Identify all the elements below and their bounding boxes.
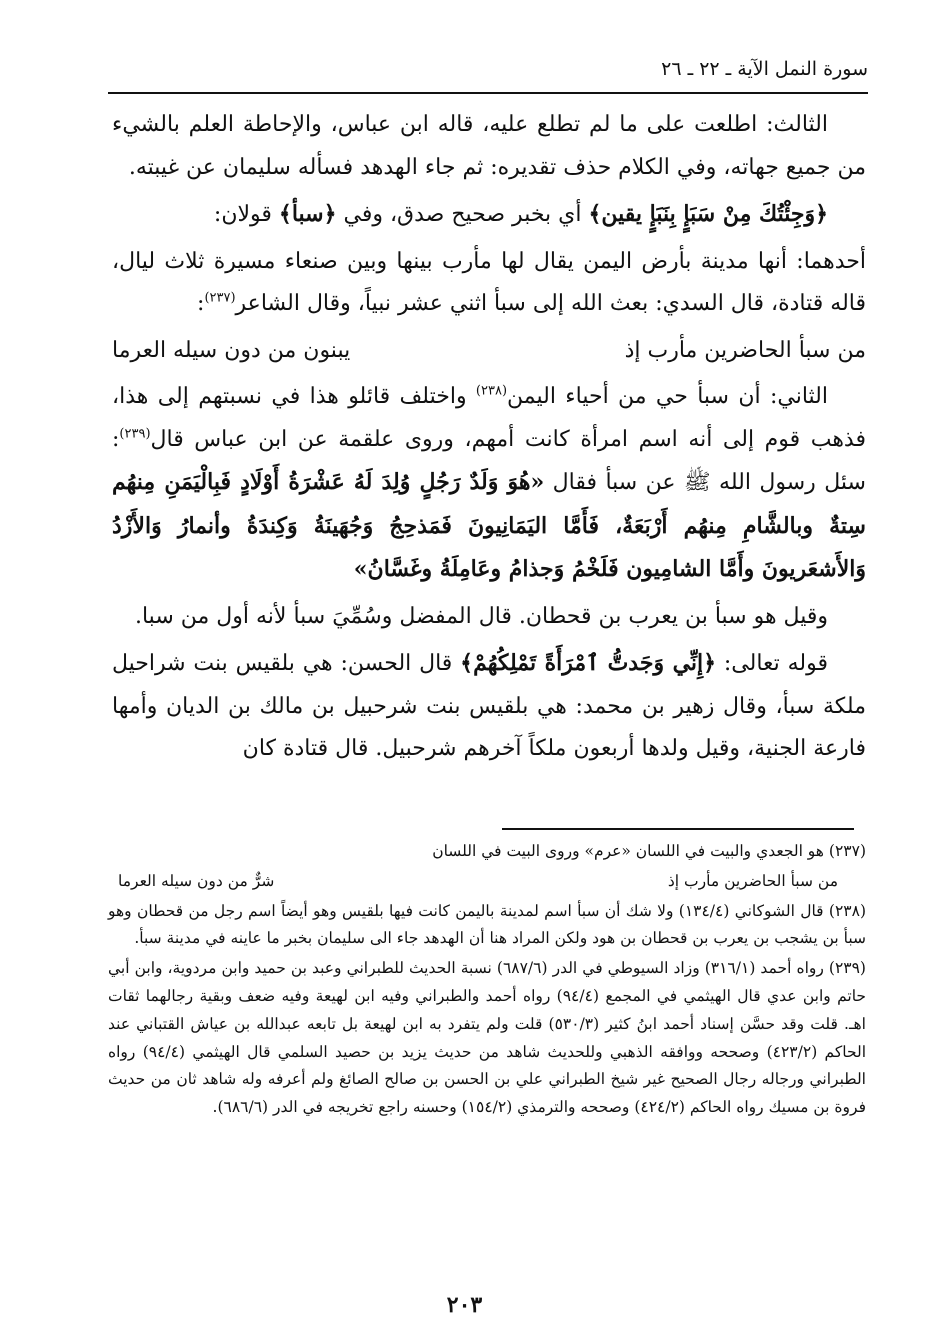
footnote-ref-238: (٢٣٨)	[475, 383, 508, 399]
footnote-verse-second: شرٌّ من دون سيله العرما	[118, 871, 275, 890]
footnote-verse-first: من سبأ الحاضرين مأرب إذ	[667, 871, 838, 890]
main-text	[112, 104, 866, 775]
text-run: أي بخبر صحيح صدق، وفي	[336, 202, 589, 227]
text-run: قال الحسن: هي بلقيس بنت شراحيل ملكة سبأ، وقال زهير بن محمد: هي بلقيس بنت شرحبيل بن مالك بن الديان وأمها فارعة الجنية، وقيل ولدها أربعون ملكاً آخرهم شرحبيل. قال قتادة كان	[112, 651, 866, 761]
paragraph-second-opinion	[112, 376, 866, 592]
paragraph-bilqis	[112, 642, 866, 771]
text-run: قولان:	[213, 202, 279, 227]
footnote-239: (٢٣٩) رواه أحمد (٣١٦/١) وزاد السيوطي في الدر (٦٨٧/٦) نسبة الحديث للطبراني وعبد بن حميد وابن مردوية، وابن أبي حاتم وابن عدي قال الهيثمي في المجمع (٩٤/٤) رواه أحمد والطبراني وفيه ابن لهيعة وفيه ضعف وبقية رجالهما ثقات اهـ. قلت وقد حسَّن إسناد أحمد ابنُ كثير (٥٣٠/٣) قلت ولم يتفرد به ابن لهيعة بل تابعه عبدالله بن عياش القتباني عند الحاكم (٤٢٣/٢) وصححه ووافقه الذهبي وللحديث شاهد من حديث يزيد بن حصيد السلمي قال الهيثمي (٩٤/٤) رواه الطبراني ورجاله رجال الصحيح غير شيخ الطبراني علي بن الحسن بن صالح الصائغ ولم أعرفه وله شاهد ثان من حديث فروة بن مسيك رواه الحاكم (٤٢٤/٢) وصححه والترمذي (١٥٤/٢) وحسنه راجع تخريجه في الدر (٦٨٦/٦).	[108, 959, 867, 1117]
footnotes	[108, 838, 866, 1124]
text-run: قوله تعالى:	[716, 651, 829, 676]
page-number: ٢٠٣	[446, 1292, 483, 1318]
footnote-verse	[118, 868, 838, 896]
quran-quote-saba: ﴿سبأ﴾	[278, 201, 337, 227]
quran-quote: ﴿وَجِئْتُكَ مِنْ سَبَإٍ بِنَبَإٍ يقين﴾	[588, 201, 828, 227]
footnote-divider	[502, 828, 854, 830]
footnote-ref-239: (٢٣٩)	[119, 426, 151, 442]
verse-first-hemistich: من سبأ الحاضرين مأرب إذ	[624, 337, 866, 363]
text-run: : سئل رسول الله ﷺ عن سبأ فقال	[112, 426, 866, 495]
footnote-237: (٢٣٧) هو الجعدي والبيت في اللسان «عرم» وروى البيت في اللسان	[432, 842, 866, 860]
running-header	[108, 58, 868, 94]
verse-second-hemistich: يبنون من دون سيله العرما	[112, 337, 351, 363]
paragraph-saba-lineage: وقيل هو سبأ بن يعرب بن قحطان. قال المفضل وسُمِّيَ سبأ لأنه أول من سبا.	[134, 603, 828, 629]
footnote-238: (٢٣٨) قال الشوكاني (١٣٤/٤) ولا شك أن سبأ اسم لمدينة باليمن كانت فيها بلقيس وهو أيضاً اسم رجل من قحطان وهو سبأ بن يشجب بن يعرب بن قحطان بن هود ولكن المراد هنا أن الهدهد جاء الى سليمان بخبر ما عاينه في مدينة سبأ.	[108, 901, 866, 948]
text-run: :	[197, 291, 205, 316]
text-run: الثاني: أن سبأ حي من أحياء اليمن	[507, 384, 828, 409]
text-run: أحدهما: أنها مدينة بأرض اليمن يقال لها مأرب بينها وبين صنعاء مسيرة ثلاث ليال، قاله قتادة، قال السدي: بعث الله إلى سبأ اثني عشر نبياً، وقال الشاعر	[112, 248, 866, 316]
header-title: سورة النمل الآية ـ ٢٢ ـ ٢٦	[661, 58, 868, 80]
poetry-verse	[112, 330, 866, 373]
hadith-quote: «هُوَ وَلَدٌ رَجُلٍ وُلِدَ لَهُ عَشْرَةُ أَوْلَادٍ فَبِالْيَمَنِ مِنهُم سِتةٌ وبالشَّامِ مِنهُم أَرْبَعَةٌ، فَأَمَّا اليَمَانِيونَ فَمَذحِجُ وَجُهَينَةُ وَكِندَةُ وأنمارُ وَالأَزْدُ وَالأَشعَريونَ وأَمَّا الشامِيون فَلَخْمُ وَجذامُ وعَامِلَةُ وغَسَّانُ»	[112, 469, 866, 582]
footnote-ref-237: (٢٣٧)	[204, 290, 236, 306]
paragraph-third-meaning: الثالث: اطلعت على ما لم تطلع عليه، قاله ابن عباس، والإحاطة العلم بالشيء من جميع جهاته، وفي الكلام حذف تقديره: ثم جاء الهدهد فسأله سليمان عن غيبته.	[112, 112, 866, 180]
quran-quote-woman: ﴿إِنِّي وَجَدتُّ ٱمْرَأَةً تَمْلِكُهُمْ﴾	[460, 650, 717, 676]
paragraph-first-opinion	[112, 241, 866, 326]
paragraph-saba-verse	[112, 193, 866, 237]
text-run: واختلف قائلو هذا في نسبتهم إلى هذا، فذهب قوم إلى أنه اسم امرأة كانت أمهم، وروى علقمة عن ابن عباس قال	[112, 384, 867, 452]
